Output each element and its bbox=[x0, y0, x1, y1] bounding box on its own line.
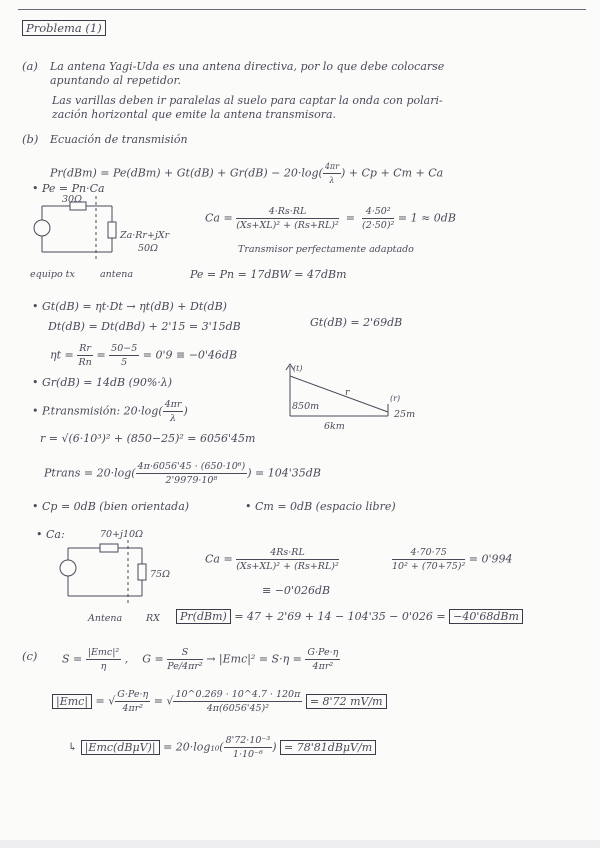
part-a-line-1: La antena Yagi-Uda es una antena directiva, por lo que debe colocarse bbox=[50, 60, 445, 73]
ca-formula-2-values: $\frac{4\cdot 70\cdot 75}{\text{10² + (70+75)²}}$ = 0'994 bbox=[392, 547, 513, 572]
pr-final-value: −40'68dBm bbox=[449, 609, 523, 624]
part-c-label: (c) bbox=[22, 649, 38, 663]
part-b-label: (b) bbox=[22, 132, 39, 146]
r-distance-line: r = √(6·10³)² + (850−25)² = 6056'45m bbox=[40, 432, 256, 445]
circuit-1-tx-label: equipo tx bbox=[30, 269, 75, 280]
geometry-rt: (t) bbox=[293, 364, 303, 373]
s-and-g-definitions: S = $\frac{\text{|Emc|²}}{\eta}$ , G = $\frac{S}{\text{Pe/4πr²}}$ → |Emc|² = S·η = $\frac{G\cdot Pe\cdot\eta}{\text{4πr²}}$ bbox=[62, 647, 339, 672]
pe-bullet: • Pe = Pn·Ca bbox=[32, 182, 105, 195]
cm-line: • Cm = 0dB (espacio libre) bbox=[245, 500, 396, 513]
gt-result: Gt(dB) = 2'69dB bbox=[310, 316, 403, 329]
part-b-heading: Ecuación de transmisión bbox=[50, 133, 188, 146]
part-a-line-4: zación horizontal que emite la antena transmisora. bbox=[52, 108, 337, 121]
ptrans-line: • P.transmisión: 20·log( $\frac{4\pi r}{\lambda}$ ) bbox=[32, 399, 188, 424]
page-top-rule bbox=[18, 9, 586, 10]
circuit-1-series-r: 30Ω bbox=[62, 194, 82, 205]
page-bottom-edge bbox=[0, 840, 600, 848]
gr-line: • Gr(dB) = 14dB (90%·λ) bbox=[32, 376, 173, 389]
circuit-2-rx-label: RX bbox=[146, 613, 160, 624]
ca-2-db: ≡ −0'026dB bbox=[262, 584, 331, 597]
circuit-1-antenna-label: antena bbox=[100, 269, 134, 280]
part-a-label: (a) bbox=[22, 59, 38, 73]
circuit-2-load: 75Ω bbox=[150, 569, 170, 580]
ca-formula-1: Ca = $\frac{4\cdot Rs\cdot RL}{\text{(Xs+XL)² + (Rs+RL)²}}$ = $\frac{\text{4·50²}}{\text{(2·50)²}}$ = 1 ≈ 0dB bbox=[205, 206, 456, 231]
pr-result-line: Pr(dBm) = 47 + 2'69 + 14 − 104'35 − 0'026 = −40'68dBm bbox=[176, 610, 523, 623]
emc-db-result: = 78'81dBμV/m bbox=[280, 740, 376, 755]
ca-formula-2: Ca = $\frac{4Rs\cdot RL}{\text{(Xs+XL)² + (Rs+RL)²}}$ bbox=[205, 547, 339, 572]
circuit-1-load-50: 50Ω bbox=[138, 243, 158, 254]
geometry-height-2: 25m bbox=[394, 409, 416, 420]
ptrans-value-line: Ptrans = 20·log( $\frac{\text{4π·6056'45 · (650·10⁶)}}{\text{2'9979·10⁸}}$ ) = 104'35dB bbox=[44, 461, 321, 486]
geometry-distance: 6km bbox=[324, 421, 345, 432]
pe-result: Pe = Pn = 17dBW = 47dBm bbox=[190, 268, 347, 281]
dt-line: Dt(dB) = Dt(dBd) + 2'15 = 3'15dB bbox=[48, 320, 241, 333]
circuit-1-load: Za·Rr+jXr bbox=[120, 230, 170, 241]
circuit-2-label: • Ca: bbox=[36, 528, 65, 541]
eta-line: ηt = $\frac{Rr}{Rn}$ = $\frac{50-5}{5}$ = 0'9 ≡ −0'46dB bbox=[50, 343, 238, 368]
gt-line: • Gt(dB) = ηt·Dt → ηt(dB) + Dt(dB) bbox=[32, 300, 227, 313]
part-a-line-3: Las varillas deben ir paralelas al suelo para captar la onda con polari- bbox=[52, 94, 443, 107]
circuit-2-antenna-label: Antena bbox=[88, 613, 123, 624]
emc-line: |Emc| = √ $\frac{G\cdot Pe\cdot\eta}{\text{4πr²}}$ = √ $\frac{10\^{}0.269 \cdot 10\^{}4.7 \cdot 120\pi}{\text{4π(6056'45)²}}$ = 8'72 mV/m bbox=[52, 688, 387, 715]
transmission-equation: Pr(dBm) = Pe(dBm) + Gt(dB) + Gr(dB) − 20·log( $\frac{4\pi r}{\lambda}$ ) + Cp + Cm + Ca bbox=[50, 162, 444, 185]
emc-db-line: ↳ |Emc(dBμV)| = 20·log₁₀( $\frac{\text{8'72·10⁻³}}{\text{1·10⁻⁶}}$ ) = 78'81dBμV/m bbox=[68, 734, 376, 761]
part-a-line-2: apuntando al repetidor. bbox=[50, 74, 182, 87]
geometry-r: r bbox=[345, 387, 350, 398]
geometry-rr: (r) bbox=[390, 394, 401, 403]
circuit-2-series-r: 70+j10Ω bbox=[100, 529, 143, 540]
geometry-height-1: 850m bbox=[292, 401, 320, 412]
problem-title: Problema (1) bbox=[22, 22, 106, 35]
matched-transmitter-note: Transmisor perfectamente adaptado bbox=[238, 244, 414, 255]
emc-result: = 8'72 mV/m bbox=[306, 694, 387, 709]
cp-line: • Cp = 0dB (bien orientada) bbox=[32, 500, 190, 513]
